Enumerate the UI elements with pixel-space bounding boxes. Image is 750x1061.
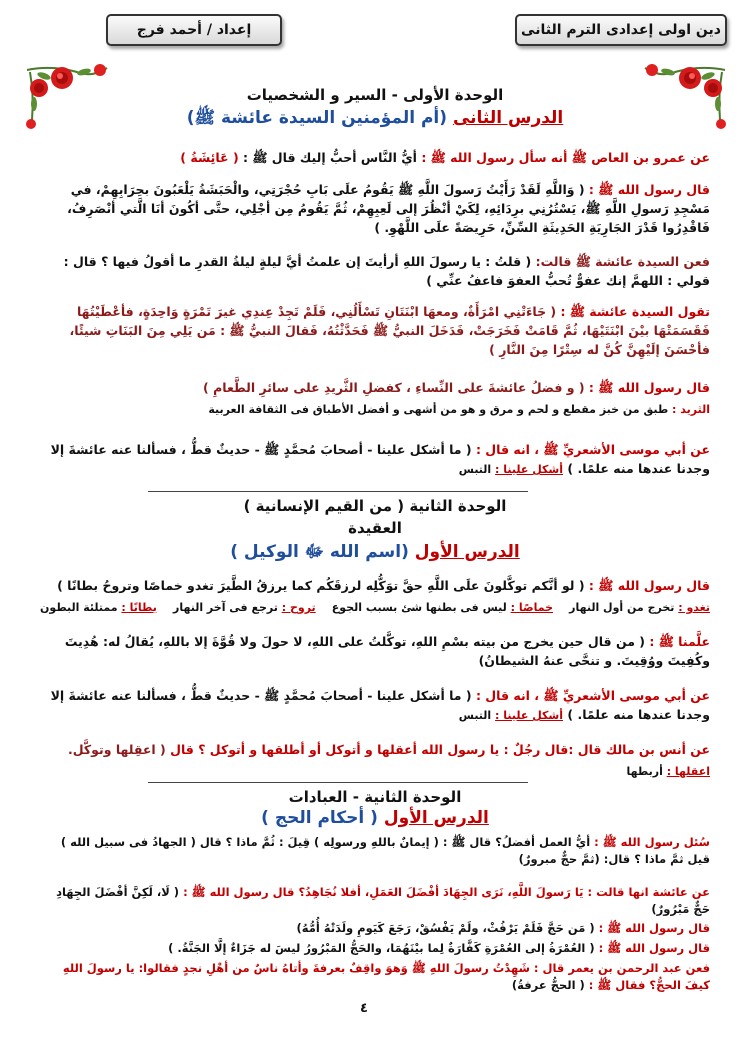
hadith-text: ( وَاللَّهِ لَقَدْ رَأَيْتُ رَسولَ اللَّهِ ﷺ يَقُومُ علَى بَابِ حُجْرَتِي، والْحَبَشَةُ يَلْعَبُونَ بحِرَابِهِمْ، في مَسْجِدِ رَسولِ اللَّهِ ﷺ، يَسْتُرُنِي برِدَائِهِ، لِكَيْ أنْظُرَ إلى لَعِبِهِمْ، ثُمَّ يَقُومُ مِن أجْلِي، حتَّى أكُونَ أنَا الَّتي أنْصَرِفُ، فَاقْدِرُوا قَدْرَ الجَارِيَةِ الحَدِيثَةِ السِّنِّ، حَرِيصَةً علَى اللَّهْوِ. ) — [67, 182, 710, 235]
hadith-text: ( مَن حَجَّ فَلَمْ يَرْفُثْ، ولَمْ يَفْسُقْ، رَجَعَ كَيَومِ ولَدَتْهُ أُمُّهُ) — [296, 921, 595, 935]
hadith-source: عن أبي موسى الأشعريِّ ﷺ ، انه قال : — [471, 688, 710, 703]
hadith-source: عن عائشة انها قالت : يَا رَسولَ اللَّهِ، نَرَى الجِهَادَ أفْضَلَ العَمَلِ، أفلا نُجَاهِدُ؟ قال رسول الله ﷺ : — [179, 885, 710, 899]
word-label: بطانًا : — [121, 601, 157, 614]
unit2-lesson-heading — [40, 541, 710, 566]
hadith-source: سُئل رسول الله ﷺ : — [590, 835, 710, 849]
hadith-tawakkul — [40, 576, 710, 595]
hadith-source: علَّمنا ﷺ : — [645, 634, 710, 649]
hadith-source: فعن عبد الرحمن بن يعمر قال : شَهِدْتُ رسولَ اللهِ ﷺ وَهوَ واقِفٌ بعرفةَ وأتاهُ ناسٌ من أهْلِ نجدٍ فقالوا: يا رسولَ اللهِ كيفَ الحجُّ؟ فقال ﷺ : — [62, 961, 710, 992]
lesson-name: (أم المؤمنين السيدة عائشة ﷺ) — [186, 108, 448, 128]
hadith-abu-musa-2 — [40, 686, 710, 725]
author-header — [106, 14, 282, 46]
hadith-man-hajja — [40, 920, 710, 937]
word-meaning: التبس — [458, 463, 496, 476]
lesson-label: الدرس الثانى — [452, 108, 564, 128]
hadith-laylat-alqadr — [40, 252, 710, 290]
hadith-text: ( لَا، لَكِنَّ أفْضَلَ الجِهَادِ حَجٌّ مَبْرُورٌ) — [56, 885, 710, 916]
word-label: أشكل علينا : — [495, 463, 564, 476]
hadith-abu-musa — [40, 440, 710, 479]
word-meaning: أربطها — [626, 765, 667, 778]
hadith-text: أيُّ العمل أفضلُ؟ قال ﷺ : ( إيمانٌ باللهِ ورسولِه ) قِيلَ : ثُمَّ ماذا ؟ قال ( الجهادُ فى سبيل الله ) قيل ثمَّ ماذا ؟ قال: (ثمَّ حجٌّ مبرورٌ) — [60, 835, 710, 866]
word-label: أشكل علينا : — [495, 709, 564, 722]
subject-text: دين اولى إعدادى الترم الثانى — [521, 22, 721, 38]
hadith-text: ( جَاءَتْنِي امْرَأَةٌ، ومعهَا ابْنَتَانِ تَسْأَلُنِي، فَلَمْ تَجِدْ عِندِي غيرَ تَمْرَةٍ وَاحِدَةٍ، فأعْطَيْتُهَا فَقَسَمَتْهَا بيْنَ ابْنَتَيْهَا، ثُمَّ قَامَتْ فَخَرَجَتْ، فَدَخَلَ النبيُّ ﷺ فَحَدَّثْتُهُ، فَقالَ النبيُّ ﷺ : مَن يَلِي مِنَ البَنَاتِ شيئًا، فأحْسَنَ إلَيْهِنَّ كُنَّ له سِتْرًا مِنَ النَّارِ ) — [69, 304, 710, 357]
hadith-source: قال رسول الله ﷺ : — [584, 380, 710, 395]
tharid-definition — [40, 400, 710, 419]
vocab-item — [332, 598, 553, 617]
hadith-text: ( العُمْرَةُ إلى العُمْرَةِ كَفَّارَةٌ لِما بيْنَهُمَا، والحَجُّ المَبْرُورُ ليسَ له جَزَاءٌ إلَّا الجَنَّةُ. ) — [168, 941, 595, 955]
word-meaning: ترجع فى آخر النهار — [172, 601, 282, 614]
word-label: تغدو : — [678, 601, 710, 614]
subject-header — [515, 14, 727, 46]
lesson-label: الدرس الأول — [383, 808, 489, 828]
word-label: الثريد : — [672, 403, 710, 416]
unit2b-lesson-heading — [40, 808, 710, 828]
word-meaning: تخرج من أول النهار — [569, 601, 679, 614]
unit2b-title: الوحدة الثانية - العبادات — [288, 788, 462, 806]
page-number: ٤ — [360, 1001, 368, 1016]
word-label: تروح : — [281, 601, 316, 614]
hadith-source: فعن السيدة عائشة ﷺ قالت: — [531, 254, 710, 269]
unit1-title: الوحدة الأولى - السير و الشخصيات — [246, 86, 504, 104]
vocab-item — [173, 598, 316, 617]
hadith-two-daughters — [40, 302, 710, 359]
hadith-anas — [40, 740, 710, 759]
hadith-bismillah — [40, 632, 710, 670]
word-label: خماصًا : — [510, 601, 554, 614]
hadith-source: تقول السيدة عائشة ﷺ : — [556, 304, 710, 319]
hadith-arafa — [40, 960, 710, 994]
hadith-source: عن عمرو بن العاص ﷺ أنه سأل رسول الله ﷺ : — [421, 150, 710, 165]
word-label: اعقلها : — [666, 765, 710, 778]
hadith-text: ( لو أنَّكم توكَّلونَ علَى اللَّهِ حقَّ توَكُّلِه لرزقَكُم كما يرزقُ الطَّيرَ تغدو خماصًا وتروحُ بطانًا ) — [57, 578, 585, 593]
lesson-name: ( أحكام الحج ) — [261, 808, 378, 828]
hadith-text: ( ما أشكل علينا - أصحابَ مُحمَّدٍ ﷺ - حديثٌ قطُّ ، فسألنا عنه عائشةَ إلا وجدنا عندها منه علمًا. ) — [50, 442, 710, 476]
iqilha-definition — [40, 762, 710, 781]
unit2-title: الوحدة الثانية ( من القيم الإنسانية ) — [243, 497, 507, 515]
hadith-text: ( من قال حين يخرج من بيته بسْمِ اللهِ، توكَّلتُ على اللهِ، لا حولَ ولا قُوَّةَ إلا باللهِ، يُقالُ له: هُدِيتَ وكُفِيتَ ووُقِيتَ. و تنحَّى عنهُ الشيطانُ) — [64, 634, 710, 668]
hadith-jihad-hajj — [40, 884, 710, 918]
word-meaning: التبس — [458, 709, 496, 722]
hadith-source: عن أنس بن مالك قال :قال رجُلٌ : يا رسول الله أعقلها و أتوكل أو أطلقها و أتوكل ؟ قال — [165, 742, 710, 757]
tawakkul-vocab — [40, 598, 710, 617]
section-divider — [148, 491, 528, 492]
hadith-text: ( ما أشكل علينا - أصحابَ مُحمَّدٍ ﷺ - حديثٌ قطُّ ، فسألنا عنه عائشةَ إلا وجدنا عندها منه علمًا. ) — [50, 688, 710, 722]
amr-hadith — [40, 148, 710, 167]
hadith-source: قال رسول الله ﷺ : — [594, 941, 710, 955]
hadith-text: ( و فضلُ عائشةَ على النِّساءِ ، كفضلِ الثَّريدِ على سائرِ الطَّعامِ ) — [203, 380, 585, 395]
unit2-subtitle: العقيدة — [348, 519, 402, 537]
word-meaning: طبق من خبز مقطع و لحم و مرق و هو من أشهى و أفضل الأطباق فى الثقافة العربية — [208, 403, 673, 416]
hadith-source: عن أبي موسى الأشعريِّ ﷺ ، انه قال : — [471, 442, 710, 457]
word-meaning: ممتلئة البطون — [40, 601, 122, 614]
lesson-name: (اسم الله ﷻ الوكيل ) — [230, 542, 409, 562]
hadith-umra — [40, 940, 710, 957]
hadith-source: قال رسول الله ﷺ : — [584, 182, 710, 197]
lesson-label: الدرس الأول — [414, 542, 520, 562]
hadith-habasha — [40, 180, 710, 237]
hadith-text: ( الحجُّ عرفةُ) — [511, 978, 585, 992]
hadith-afdal-amal — [40, 834, 710, 868]
hadith-fadl-aisha — [40, 378, 710, 397]
vocab-item — [569, 598, 710, 617]
hadith-question: أيُّ النَّاس أحبُّ إليك قال ﷺ : — [238, 150, 422, 165]
hadith-source: قال رسول الله ﷺ : — [584, 578, 710, 593]
author-text: إعداد / أحمد فرج — [136, 22, 252, 38]
hadith-answer: ( عَائِشَةُ ) — [180, 150, 239, 165]
word-meaning: ليس فى بطنها شئ بسبب الجوع — [331, 601, 511, 614]
section-divider — [148, 782, 528, 783]
hadith-text: ( اعقِلها وتوكَّل. — [68, 742, 166, 757]
unit1-lesson-heading — [40, 107, 710, 132]
vocab-item — [40, 598, 157, 617]
hadith-text: ( قلتُ : يا رسولَ اللهِ أرأيتَ إن علمتُ أيَّ ليلةٍ ليلةُ القدرِ ما أقولُ فيها ؟ قال : قولي : اللهمَّ إنك عفوٌّ تُحبُّ العفوَ فاعفُ عنِّي ) — [63, 254, 710, 288]
hadith-source: قال رسول الله ﷺ : — [594, 921, 710, 935]
